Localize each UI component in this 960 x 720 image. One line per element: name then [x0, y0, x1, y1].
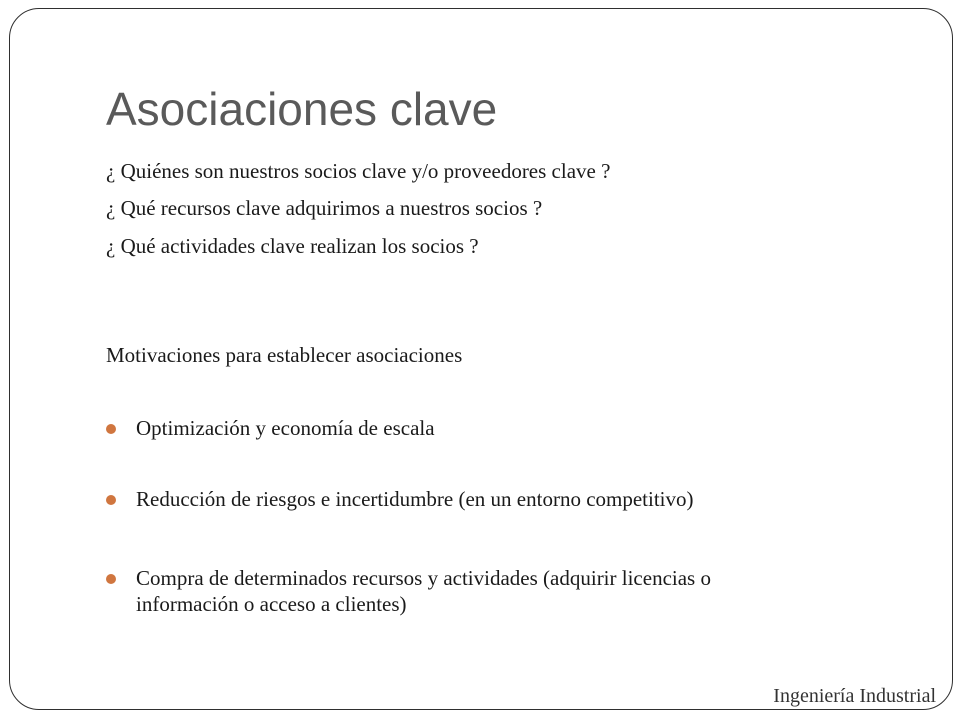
bullet-text: Compra de determinados recursos y actividades (adquirir licencias o información o acceso a clientes)	[136, 566, 711, 616]
bullet-dot-icon	[106, 495, 116, 505]
bullet-dot-icon	[106, 574, 116, 584]
bullet-text: Optimización y economía de escala	[136, 416, 435, 440]
motivations-heading: Motivaciones para establecer asociaciones	[106, 343, 463, 367]
bullet-text: Reducción de riesgos e incertidumbre (en un entorno competitivo)	[136, 487, 694, 511]
slide-title: Asociaciones clave	[106, 83, 498, 135]
footer-label: Ingeniería Industrial	[773, 685, 936, 707]
bullet-dot-icon	[106, 424, 116, 434]
question-key-partners: ¿ Quiénes son nuestros socios clave y/o proveedores clave ?	[106, 159, 611, 183]
question-key-resources: ¿ Qué recursos clave adquirimos a nuestros socios ?	[106, 196, 543, 220]
question-key-activities: ¿ Qué actividades clave realizan los socios ?	[106, 234, 479, 258]
